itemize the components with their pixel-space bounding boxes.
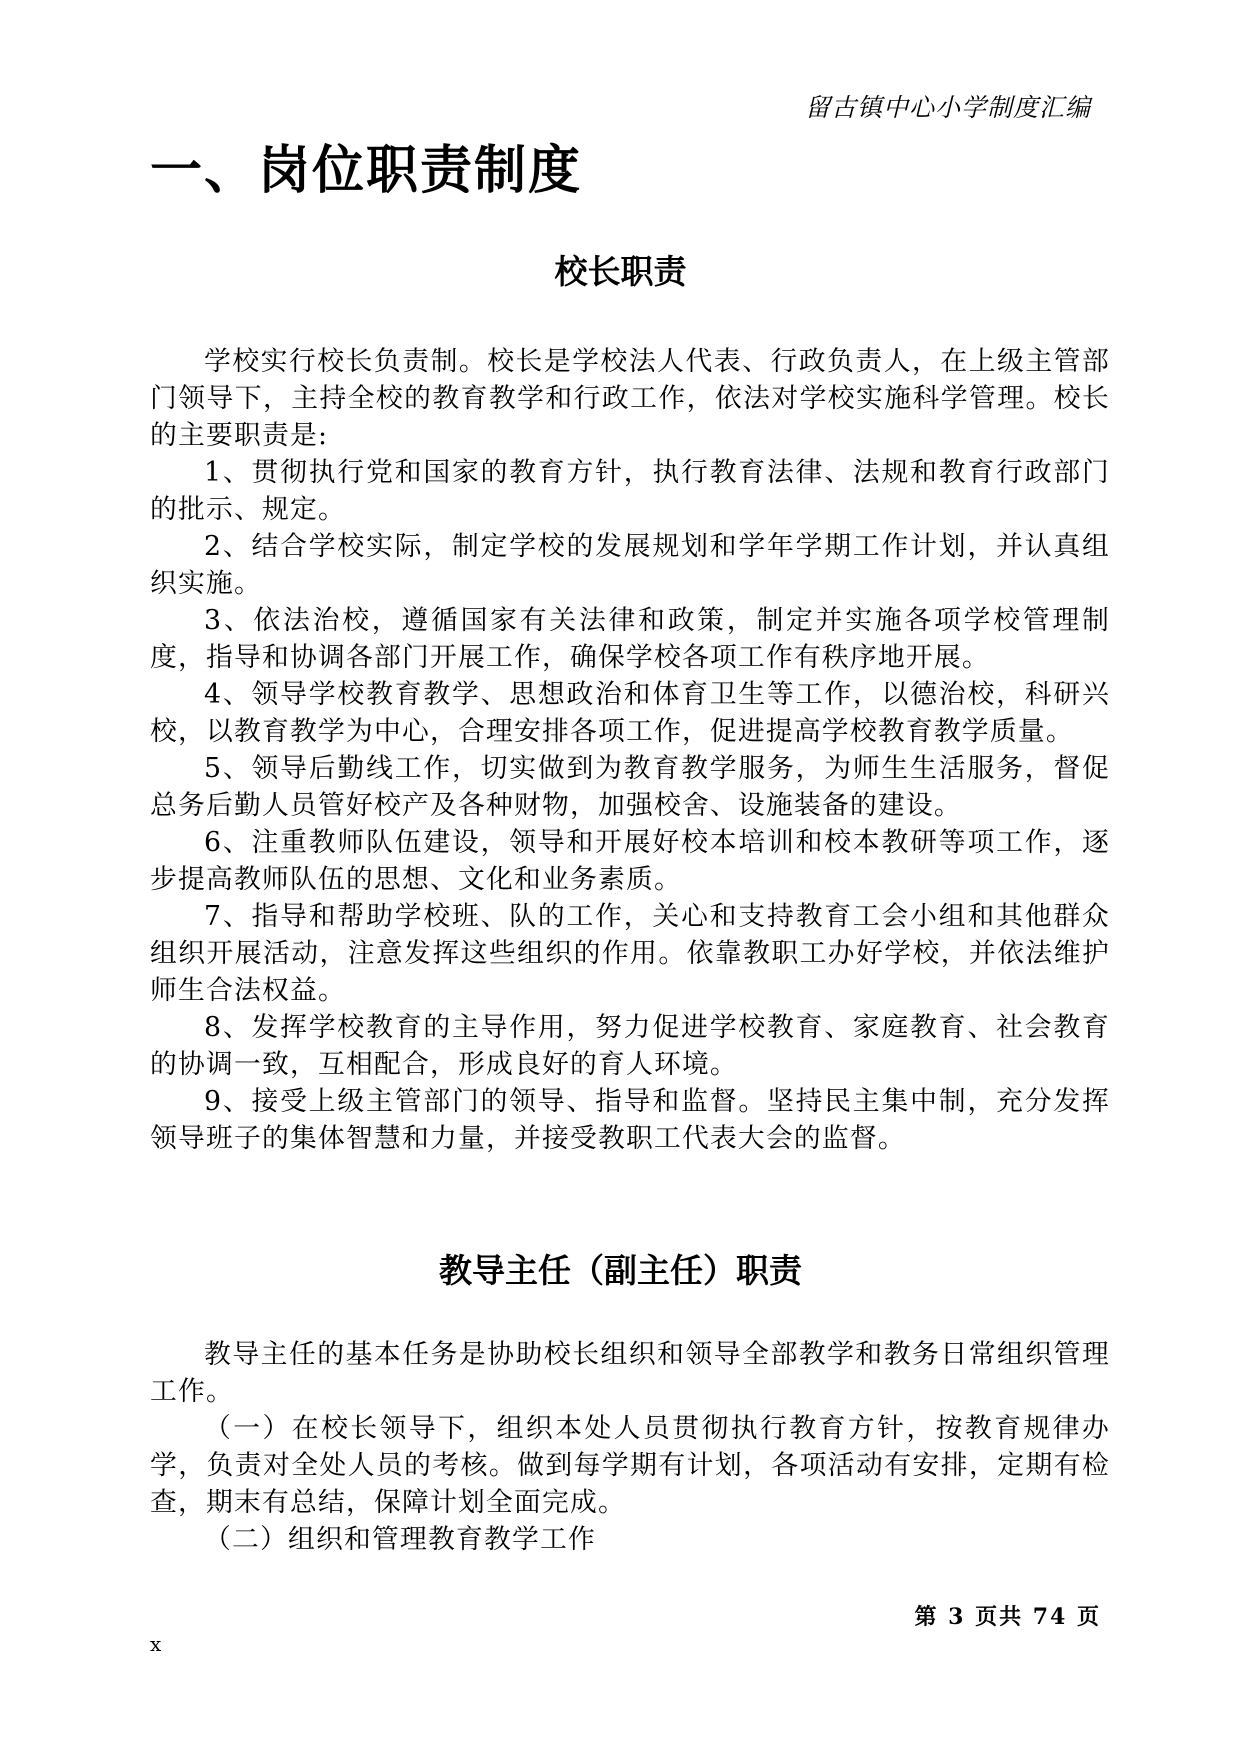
footer-mark: x <box>150 1632 162 1656</box>
section-title-dean: 教导主任（副主任）职责 <box>439 1251 802 1290</box>
paragraph: 5、领导后勤线工作，切实做到为教育教学服务，为师生生活服务，督促总务后勤人员管好校产及各种财物，加强校舍、设施装备的建设。 <box>150 753 1110 821</box>
paragraph: 8、发挥学校教育的主导作用，努力促进学校教育、家庭教育、社会教育的协调一致，互相配合，形成良好的育人环境。 <box>150 1012 1110 1080</box>
paragraph: 学校实行校长负责制。校长是学校法人代表、行政负责人，在上级主管部门领导下，主持全校的教育教学和行政工作，依法对学校实施科学管理。校长的主要职责是: <box>150 346 1110 451</box>
paragraph: 6、注重教师队伍建设，领导和开展好校本培训和校本教研等项工作，逐步提高教师队伍的思想、文化和业务素质。 <box>150 827 1110 895</box>
paragraph: 教导主任的基本任务是协助校长组织和领导全部教学和教务日常组织管理工作。 <box>150 1339 1110 1407</box>
section-body-dean <box>150 1336 1110 1558</box>
section-body-principal <box>150 343 1110 1157</box>
page-number: 第 3 页共 74 页 <box>914 1604 1101 1630</box>
running-header: 留古镇中心小学制度汇编 <box>804 93 1091 122</box>
paragraph: 3、依法治校，遵循国家有关法律和政策，制定并实施各项学校管理制度，指导和协调各部门开展工作，确保学校各项工作有秩序地开展。 <box>150 605 1110 673</box>
paragraph: （一）在校长领导下，组织本处人员贯彻执行教育方针，按教育规律办学，负责对全处人员的考核。做到每学期有计划，各项活动有安排，定期有检查，期末有总结，保障计划全面完成。 <box>150 1413 1110 1518</box>
paragraph: 4、领导学校教育教学、思想政治和体育卫生等工作，以德治校，科研兴校，以教育教学为中心，合理安排各项工作，促进提高学校教育教学质量。 <box>150 679 1110 747</box>
paragraph: 1、贯彻执行党和国家的教育方针，执行教育法律、法规和教育行政部门的批示、规定。 <box>150 457 1110 525</box>
paragraph: 9、接受上级主管部门的领导、指导和监督。坚持民主集中制，充分发挥领导班子的集体智慧和力量，并接受教职工代表大会的监督。 <box>150 1086 1110 1154</box>
paragraph: 7、指导和帮助学校班、队的工作，关心和支持教育工会小组和其他群众组织开展活动，注意发挥这些组织的作用。依靠教职工办好学校，并依法维护师生合法权益。 <box>150 901 1110 1006</box>
paragraph: （二）组织和管理教育教学工作 <box>204 1524 596 1555</box>
chapter-title: 一、岗位职责制度 <box>150 141 583 201</box>
section-title-principal: 校长职责 <box>554 252 687 291</box>
paragraph: 2、结合学校实际，制定学校的发展规划和学年学期工作计划，并认真组织实施。 <box>150 531 1110 599</box>
